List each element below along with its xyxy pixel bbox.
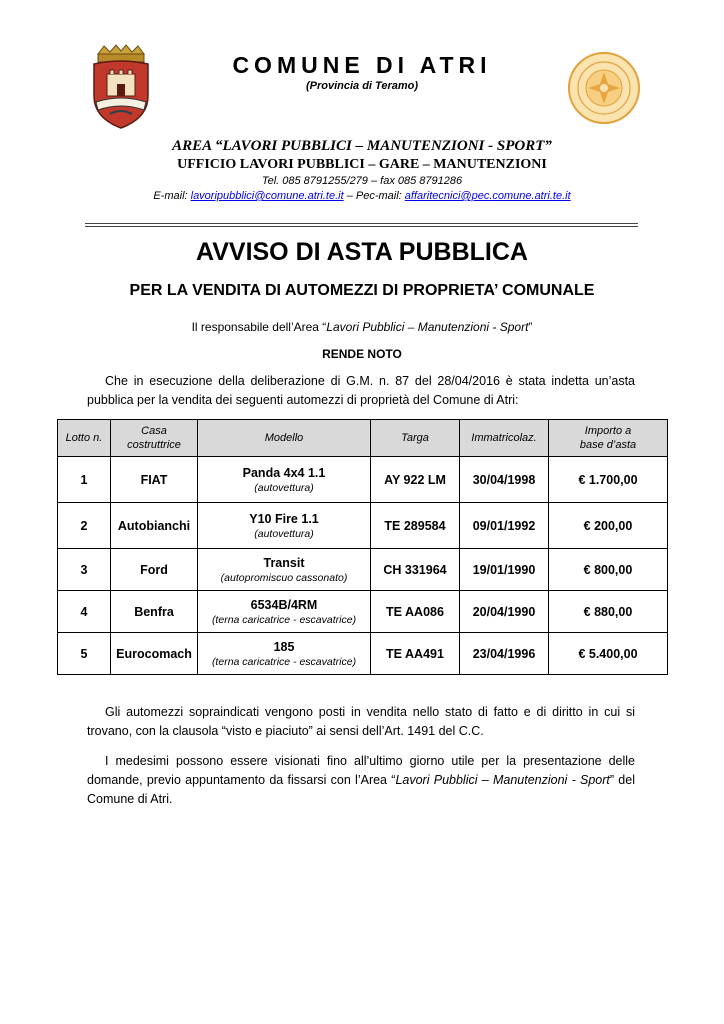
closing-paragraph-1: Gli automezzi sopraindicati vengono posti in vendita nello stato di fatto e di diritto in cui si trovano, con la clausola “visto e piaciuto” ai sensi dell’Art. 1491 del C.C.: [87, 705, 635, 738]
modello-name: Panda 4x4 1.1: [242, 465, 326, 480]
closing-p2-pre: I medesimi possono essere visionati fino all’ultimo giorno utile per la presentazione delle domande, previo appuntamento da fissarsi con l’Area “: [87, 754, 635, 787]
modello-cell: [198, 633, 371, 675]
lotto-cell: 5: [58, 633, 111, 675]
area-heading: AREA “LAVORI PUBBLICI – MANUTENZIONI - SPORT”: [172, 138, 552, 154]
intro-paragraph: Che in esecuzione della deliberazione di G.M. n. 87 del 28/04/2016 è stata indetta un’asta pubblica per la vendita dei seguenti automezzi di proprietà del Comune di Atri:: [87, 374, 635, 407]
responsible-line: [0, 320, 724, 334]
table-row: [58, 591, 668, 633]
data-cell: 09/01/1992: [460, 503, 549, 549]
targa-cell: TE AA491: [371, 633, 460, 675]
divider-top: [85, 223, 638, 224]
importo-cell: € 1.700,00: [549, 457, 668, 503]
data-cell: 19/01/1990: [460, 549, 549, 591]
casa-cell: Ford: [111, 549, 198, 591]
contact-phone: Tel. 085 8791255/279 – fax 085 8791286: [261, 175, 463, 187]
lotto-cell: 1: [58, 457, 111, 503]
modello-name: 6534B/4RM: [250, 597, 318, 612]
modello-cell: [198, 503, 371, 549]
importo-cell: € 5.400,00: [549, 633, 668, 675]
header-immatricolaz: Immatricolaz.: [460, 420, 549, 457]
table-row: [58, 457, 668, 503]
vehicles-table: [57, 419, 668, 675]
modello-type: (terna caricatrice - escavatrice): [211, 613, 357, 626]
table-row: [58, 503, 668, 549]
header-modello: Modello: [198, 420, 371, 457]
casa-cell: Benfra: [111, 591, 198, 633]
province-label: (Provincia di Teramo): [305, 80, 419, 92]
responsible-area: Lavori Pubblici – Manutenzioni - Sport: [326, 320, 529, 334]
modello-name: Transit: [263, 555, 305, 570]
data-cell: 23/04/1996: [460, 633, 549, 675]
header-importo-line1: Importo a: [584, 425, 632, 437]
data-cell: 30/04/1998: [460, 457, 549, 503]
header-casa-line2: costruttrice: [127, 439, 181, 451]
pec-prefix: – Pec-mail:: [343, 190, 405, 202]
header-casa-line1: Casa: [141, 425, 167, 437]
closing-p2-area: Lavori Pubblici – Manutenzioni - Sport: [395, 773, 610, 787]
importo-cell: € 880,00: [549, 591, 668, 633]
closing-p2-post: ” del Comune di Atri.: [87, 773, 635, 806]
modello-cell: [198, 549, 371, 591]
lotto-cell: 4: [58, 591, 111, 633]
modello-type: (autopromiscuo cassonato): [220, 571, 348, 584]
header-casa: [111, 420, 198, 457]
office-heading: UFFICIO LAVORI PUBBLICI – GARE – MANUTENZIONI: [177, 157, 547, 172]
header-targa: Targa: [371, 420, 460, 457]
modello-name: 185: [273, 639, 295, 654]
casa-cell: FIAT: [111, 457, 198, 503]
closing-paragraph-2: [87, 752, 635, 809]
importo-cell: € 200,00: [549, 503, 668, 549]
email-link[interactable]: lavoripubblici@comune.atri.te.it: [190, 190, 344, 202]
email-prefix: E-mail:: [153, 190, 191, 202]
divider-bottom: [85, 226, 638, 227]
header-lotto: Lotto n.: [58, 420, 111, 457]
modello-type: (terna caricatrice - escavatrice): [211, 655, 357, 668]
header-importo-line2: base d’asta: [579, 439, 637, 451]
pec-link[interactable]: affaritecnici@pec.comune.atri.te.it: [404, 190, 571, 202]
casa-cell: Eurocomach: [111, 633, 198, 675]
targa-cell: TE AA086: [371, 591, 460, 633]
modello-cell: [198, 591, 371, 633]
table-row: [58, 633, 668, 675]
casa-cell: Autobianchi: [111, 503, 198, 549]
notice-subtitle: PER LA VENDITA DI AUTOMEZZI DI PROPRIETA’ COMUNALE: [129, 282, 595, 299]
rende-noto-heading: RENDE NOTO: [322, 347, 402, 361]
lotto-cell: 2: [58, 503, 111, 549]
targa-cell: CH 331964: [371, 549, 460, 591]
responsible-pre: Il responsabile dell’Area “: [191, 320, 327, 334]
municipality-title: COMUNE DI ATRI: [232, 52, 492, 78]
responsible-post: ”: [528, 320, 533, 334]
modello-type: (autovettura): [254, 527, 314, 540]
table-header-row: [58, 420, 668, 457]
table-row: [58, 549, 668, 591]
header-importo: [549, 420, 668, 457]
data-cell: 20/04/1990: [460, 591, 549, 633]
targa-cell: TE 289584: [371, 503, 460, 549]
targa-cell: AY 922 LM: [371, 457, 460, 503]
modello-cell: [198, 457, 371, 503]
contact-email-line: [0, 190, 724, 202]
modello-name: Y10 Fire 1.1: [249, 511, 319, 526]
lotto-cell: 3: [58, 549, 111, 591]
modello-type: (autovettura): [254, 481, 314, 494]
notice-title: AVVISO DI ASTA PUBBLICA: [196, 238, 528, 266]
importo-cell: € 800,00: [549, 549, 668, 591]
